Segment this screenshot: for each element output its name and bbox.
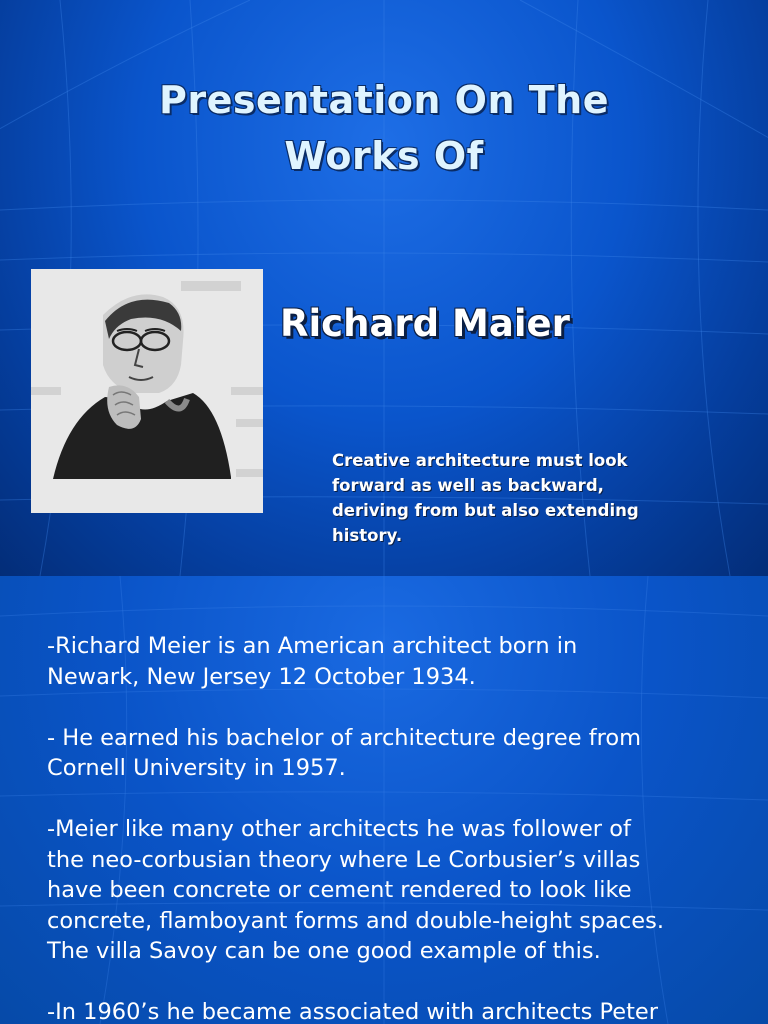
content-slide bbox=[0, 576, 768, 1024]
slide-title bbox=[0, 72, 768, 184]
paragraph-birth: -Richard Meier is an American architect born in Newark, New Jersey 12 October 1934. bbox=[47, 633, 578, 690]
paragraph-associations: -In 1960’s he became associated with architects Peter bbox=[47, 999, 658, 1024]
portrait-photo-icon bbox=[31, 269, 263, 513]
paragraph-education: - He earned his bachelor of architecture degree from Cornell University in 1957. bbox=[47, 724, 642, 781]
quote-body: Creative architecture must look forward as well as backward, deriving from but also extending history. bbox=[332, 451, 639, 545]
title-line-2: Works Of bbox=[284, 134, 484, 178]
architect-name: Richard Maier bbox=[280, 302, 570, 345]
slide-body bbox=[47, 631, 747, 1024]
quote-text bbox=[332, 448, 732, 548]
paragraph-influence: -Meier like many other architects he was follower of the neo-corbusian theory where Le Corbusier’s villas have been concrete or cement rendered to look like concrete, flamboyant forms and double-height spaces. The villa Savoy can be one good example of this. bbox=[47, 816, 664, 964]
title-line-1: Presentation On The bbox=[158, 78, 610, 122]
portrait-illustration bbox=[31, 269, 263, 513]
